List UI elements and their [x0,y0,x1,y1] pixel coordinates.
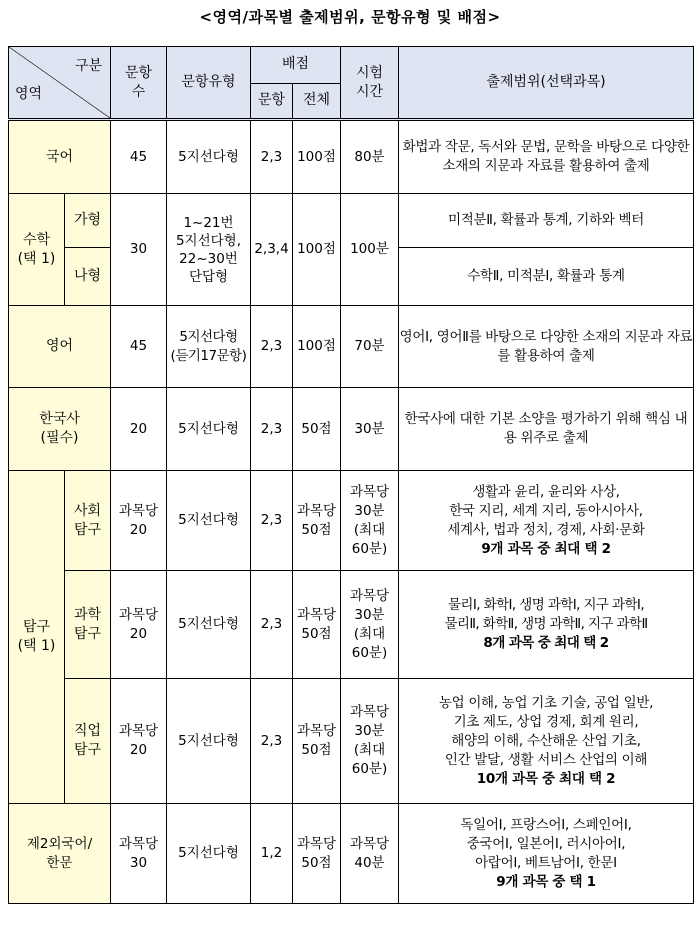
header-scope: 출제범위(선택과목) [399,47,694,120]
english-time: 70분 [341,306,399,388]
science-type: 5지선다형 [167,571,251,679]
math-scope-b: 수학Ⅱ, 미적분Ⅰ, 확률과 통계 [399,248,694,306]
foreign-type: 5지선다형 [167,804,251,904]
math-scope-a: 미적분Ⅱ, 확률과 통계, 기하와 벡터 [399,194,694,248]
english-count: 45 [111,306,167,388]
history-type: 5지선다형 [167,388,251,471]
foreign-scope: 독일어Ⅰ, 프랑스어Ⅰ, 스페인어Ⅰ, 중국어Ⅰ, 일본어Ⅰ, 러시아어Ⅰ, 아랍어Ⅰ, 베트남어Ⅰ, 한문Ⅰ [460,816,632,871]
vocational-scope-cell [399,679,694,804]
table-row-math-a [9,194,694,248]
social-count: 과목당 20 [111,471,167,571]
social-note: 9개 과목 중 최대 택 2 [481,540,611,557]
social-scope-cell [399,471,694,571]
science-score-item: 2,3 [251,571,293,679]
science-time: 과목당 30분 (최대 60분) [341,571,399,679]
foreign-score-total: 과목당 50점 [293,804,341,904]
math-score-item: 2,3,4 [251,194,293,306]
social-time: 과목당 30분 (최대 60분) [341,471,399,571]
korean-time: 80분 [341,120,399,194]
area-history: 한국사 (필수) [9,388,111,471]
vocational-score-total: 과목당 50점 [293,679,341,804]
header-score-per-item: 문항 [251,83,293,120]
header-category: 구분 [74,58,102,74]
social-scope: 생활과 윤리, 윤리와 사상, 한국 지리, 세계 지리, 동아시아사, 세계사, 법과 정치, 경제, 사회·문화 [447,483,645,538]
history-score-item: 2,3 [251,388,293,471]
science-name: 과학 탐구 [65,571,111,679]
vocational-note: 10개 과목 중 최대 택 2 [476,770,616,787]
history-count: 20 [111,388,167,471]
area-foreign: 제2외국어/ 한문 [9,804,111,904]
english-type: 5지선다형 (듣기17문항) [167,306,251,388]
foreign-note: 9개 과목 중 택 1 [496,873,596,890]
english-scope: 영어Ⅰ, 영어Ⅱ를 바탕으로 다양한 소재의 지문과 자료를 활용하여 출제 [399,306,694,388]
table-row-korean [9,120,694,194]
korean-score-total: 100점 [293,120,341,194]
table-row-english [9,306,694,388]
area-math: 수학 (택 1) [9,194,65,306]
vocational-count: 과목당 20 [111,679,167,804]
social-score-item: 2,3 [251,471,293,571]
science-scope-cell [399,571,694,679]
area-inquiry: 탐구 (택 1) [9,471,65,804]
science-note: 8개 과목 중 최대 택 2 [483,635,609,651]
social-name: 사회 탐구 [65,471,111,571]
exam-table [8,46,694,904]
vocational-time: 과목당 30분 (최대 60분) [341,679,399,804]
math-sub-b: 나형 [65,248,111,306]
korean-score-item: 2,3 [251,120,293,194]
table-row-history [9,388,694,471]
korean-type: 5지선다형 [167,120,251,194]
area-english: 영어 [9,306,111,388]
history-score-total: 50점 [293,388,341,471]
foreign-score-item: 1,2 [251,804,293,904]
science-score-total: 과목당 50점 [293,571,341,679]
table-row-foreign [9,804,694,904]
header-score: 배점 [251,47,341,84]
vocational-name: 직업 탐구 [65,679,111,804]
math-score-total: 100점 [293,194,341,306]
science-count: 과목당 20 [111,571,167,679]
vocational-score-item: 2,3 [251,679,293,804]
foreign-scope-cell [399,804,694,904]
vocational-type: 5지선다형 [167,679,251,804]
korean-scope: 화법과 작문, 독서와 문법, 문학을 바탕으로 다양한 소재의 지문과 자료를 활용하여 출제 [399,120,694,194]
english-score-total: 100점 [293,306,341,388]
science-scope: 물리Ⅰ, 화학Ⅰ, 생명 과학Ⅰ, 지구 과학Ⅰ, 물리Ⅱ, 화학Ⅱ, 생명 과학Ⅱ, 지구 과학Ⅱ [444,597,648,632]
header-area: 영역 [15,86,43,102]
foreign-count: 과목당 30 [111,804,167,904]
math-time: 100분 [341,194,399,306]
social-score-total: 과목당 50점 [293,471,341,571]
math-count: 30 [111,194,167,306]
area-korean: 국어 [9,120,111,194]
history-scope: 한국사에 대한 기본 소양을 평가하기 위해 핵심 내용 위주로 출제 [399,388,694,471]
table-row-science [9,571,694,679]
header-question-type: 문항유형 [167,47,251,120]
math-sub-a: 가형 [65,194,111,248]
header-score-total: 전체 [293,83,341,120]
vocational-scope: 농업 이해, 농업 기초 기술, 공업 일반, 기초 제도, 상업 경제, 회계 원리, 해양의 이해, 수산해운 산업 기초, 인간 발달, 생활 서비스 산업의 이해 [438,694,654,768]
header-question-count: 문항 수 [111,47,167,120]
table-row-social [9,471,694,571]
table-header [9,47,694,120]
english-score-item: 2,3 [251,306,293,388]
diagonal-corner [9,47,110,118]
social-type: 5지선다형 [167,471,251,571]
header-corner-cell [9,47,111,120]
header-exam-time: 시험 시간 [341,47,399,120]
history-time: 30분 [341,388,399,471]
foreign-time: 과목당 40분 [341,804,399,904]
math-type: 1~21번 5지선다형, 22~30번 단답형 [167,194,251,306]
korean-count: 45 [111,120,167,194]
page-title: <영역/과목별 출제범위, 문항유형 및 배점> [199,8,501,26]
table-row-vocational [9,679,694,804]
